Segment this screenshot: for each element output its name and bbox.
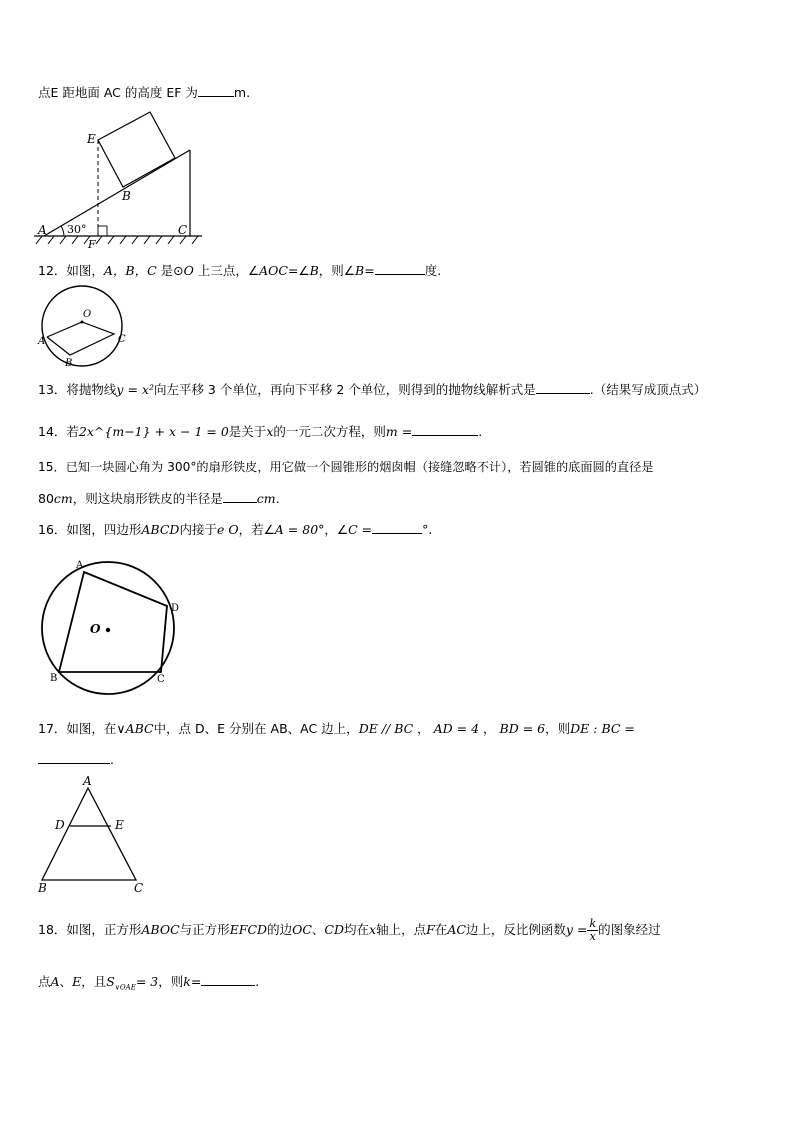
q18-s-eq: = 3 (135, 974, 159, 989)
q11-tail: 点E 距地面 AC 的高度 EF 为 (38, 85, 198, 100)
q17-label-B: B (38, 881, 47, 895)
q15-b: ，则这块扇形铁皮的半径是 (72, 491, 223, 506)
q18-g: 边上，反比例函数 (465, 922, 566, 937)
q18-e: 轴上，点 (376, 922, 427, 937)
q18-end: . (255, 974, 260, 989)
q12-f: AOC (259, 263, 288, 278)
q12-g: =∠ (287, 263, 310, 278)
q15-line2 (38, 489, 280, 507)
q16-d: ，∠ (324, 522, 349, 537)
q16-label-B: B (50, 673, 58, 684)
q17-ad: AD = 4 (433, 721, 480, 736)
q12-end: 度. (424, 263, 442, 278)
q16-b: 内接于 (179, 522, 217, 537)
q12-text (38, 261, 441, 279)
q12-figure (34, 282, 134, 372)
q11-label-E: E (87, 132, 96, 146)
q14-a: 14．若 (38, 424, 79, 439)
q18-ac: AC (447, 922, 466, 937)
q16-circle: e O (216, 522, 239, 537)
q13-end: .（结果写成顶点式） (589, 382, 707, 397)
q17-figure (36, 774, 156, 894)
q15-end: cm. (256, 491, 280, 506)
q12-c: 是⊙ (156, 263, 184, 278)
q17-ratio: DE : BC = (570, 721, 635, 736)
q12-j: B (355, 263, 365, 278)
q11-label-B: B (122, 189, 131, 203)
q17-line2 (38, 751, 114, 767)
q18-l2sep: 、 (59, 974, 73, 989)
q16-label-C: C (157, 674, 165, 685)
q14-end: . (478, 424, 483, 439)
q16-quad: ABCD (141, 522, 180, 537)
q18-sq2: EFCD (229, 922, 268, 937)
q11-label-angle: 30° (67, 223, 87, 236)
q12-i: ，则∠ (318, 263, 356, 278)
q17-tri: ∨ABC (116, 721, 154, 736)
q18-y: y = (565, 922, 588, 937)
q16-end: °. (422, 522, 433, 537)
q12-label-B: B (65, 358, 73, 369)
q17-label-C: C (134, 881, 144, 895)
q18-c: 的边 (267, 922, 293, 937)
q13-formula: y = x² (116, 382, 154, 397)
q15-80: 80 (38, 491, 54, 506)
q16-label-D: D (171, 603, 180, 614)
q12-answer-blank[interactable] (375, 262, 425, 275)
q16-c: ，若∠ (238, 522, 275, 537)
q16-text (38, 520, 432, 538)
q18-fraction (587, 918, 598, 943)
q18-a: 18．如图，正方形 (38, 922, 142, 937)
q18-kv: k (183, 974, 191, 989)
q11-label-A: A (38, 223, 47, 237)
q18-x: x (369, 922, 377, 937)
q17-answer-blank[interactable] (38, 751, 110, 764)
q12-label-A: A (38, 336, 46, 347)
q18-l2a: 点 (38, 974, 51, 989)
q12-k: = (364, 263, 375, 278)
q18-sq1: ABOC (141, 922, 180, 937)
q18-f: F (426, 922, 435, 937)
q18-b: 与正方形 (179, 922, 230, 937)
q12-a: 12．如图， (38, 263, 104, 278)
q18-h: 的图象经过 (598, 922, 661, 937)
q12-b: A，B，C (103, 263, 157, 278)
q18-answer-blank[interactable] (201, 973, 255, 986)
q12-label-O: O (83, 309, 92, 320)
q12-label-C: C (118, 334, 126, 345)
q18-l2A: A (50, 974, 60, 989)
q18-cd: CD (324, 922, 345, 937)
q18-s: S (106, 974, 115, 989)
q18-d: 均在 (344, 922, 370, 937)
q16-figure (38, 560, 188, 690)
q13-b: 向左平移 3 个单位，再向下平移 2 个单位，则得到的抛物线解析式是 (153, 382, 536, 397)
q14-var2: m = (385, 424, 413, 439)
q11-unit: m. (233, 85, 251, 100)
q11-label-C: C (178, 223, 188, 237)
q16-angleA: A = 80° (274, 522, 325, 537)
q17-end: . (110, 752, 114, 767)
q18-sep: 、 (311, 922, 325, 937)
q14-text (38, 422, 482, 440)
q12-d: O (183, 263, 194, 278)
q11-label-F: F (88, 238, 96, 251)
q17-label-E: E (115, 818, 124, 832)
q11-text (38, 83, 250, 101)
q15-cm: cm (53, 491, 73, 506)
q11-figure (30, 108, 210, 251)
q16-answer-blank[interactable] (372, 521, 422, 534)
q16-a: 16．如图，四边形 (38, 522, 142, 537)
q14-formula: 2x^{m−1} + x − 1 = 0 (78, 424, 229, 439)
q18-oc: OC (292, 922, 312, 937)
q18-s-sub: ∨OAE (114, 983, 136, 992)
q13-answer-blank[interactable] (536, 381, 590, 394)
q14-c: 的一元二次方程，则 (273, 424, 386, 439)
q13-text (38, 380, 706, 398)
q17-bd: BD = 6 (499, 721, 546, 736)
q17-parallel: DE // BC (358, 721, 414, 736)
q12-h: B (309, 263, 319, 278)
q17-label-D: D (55, 818, 65, 832)
q18-k: k (589, 917, 597, 930)
q11-answer-blank[interactable] (198, 84, 234, 97)
q18-l2c: ，则 (158, 974, 184, 989)
q14-answer-blank[interactable] (412, 423, 478, 436)
q17-b: 中，点 D、E 分别在 AB、AC 边上， (153, 721, 359, 736)
q15-line1: 15．已知一块圆心角为 300°的扇形铁皮，用它做一个圆锥形的烟囱帽（接缝忽略不计），若圆锥的底面圆的直径是 (38, 460, 654, 474)
q18-line2 (38, 972, 259, 992)
q17-a: 17．如图，在 (38, 721, 117, 736)
q18-l2b: ，且 (81, 974, 107, 989)
q14-var: x (266, 424, 274, 439)
q18-text (38, 918, 661, 943)
q18-tf: 在 (434, 922, 448, 937)
q17-label-A: A (83, 774, 92, 788)
q18-l2E: E (72, 974, 82, 989)
q18-eq: = (190, 974, 202, 989)
q17-c: ，则 (545, 721, 571, 736)
q17-text: 17．如图，在∨ABC中，点 D、E 分别在 AB、AC 边上，DE // BC ， AD = 4 ， BD = 6，则DE : BC = (38, 721, 635, 736)
q14-b: 是关于 (228, 424, 267, 439)
q16-angleC: C = (348, 522, 373, 537)
q13-a: 13．将抛物线 (38, 382, 117, 397)
q16-label-A: A (76, 560, 84, 571)
q15-answer-blank[interactable] (223, 490, 257, 503)
q18-xden: x (589, 930, 596, 943)
q16-label-O: O (90, 622, 101, 636)
q12-e: 上三点，∠ (193, 263, 260, 278)
